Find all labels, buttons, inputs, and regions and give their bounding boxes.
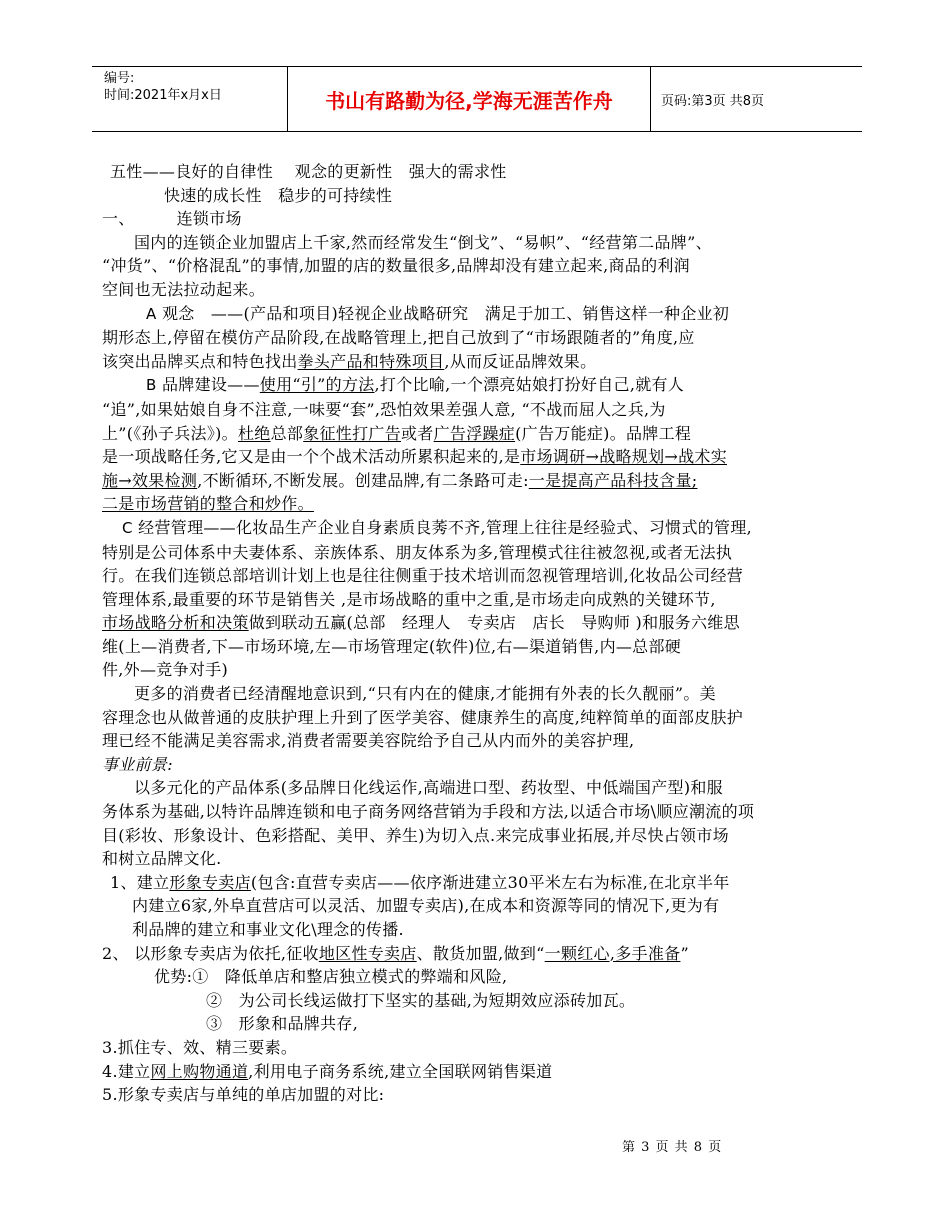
text-line: 行。在我们连锁总部培训计划上也是往往侧重于技术培训而忽视管理培训,化妆品公司经营 [102,566,744,586]
line-text: (广告万能症)。品牌工程 [515,423,692,443]
text-line: “追”,如果姑娘自身不注意,一味要“套”,恐怕效果差强人意, “不战而屈人之兵,为 [102,399,666,419]
line-text: 4.建立 [102,1061,151,1081]
underlined-text: 象征性打广告 [303,423,401,443]
line-text: 2、 以形象专卖店为依托,征收 [102,943,319,963]
list-item: 优势:① 降低单店和整店独立模式的弊端和风险, [154,967,508,987]
section-title: 连锁市场 [176,209,242,229]
text-line [102,516,862,541]
line-text: 该突出品牌买点和特色找出 [102,351,298,371]
text-line: 空间也无法拉动起来。 [102,279,266,299]
underlined-text: 施→效果检测 [102,470,198,490]
line-text: 品牌建设—— [156,375,260,395]
header-motto-cell [288,67,651,131]
text-line: 目(彩妆、形象设计、色彩搭配、美甲、养生)为切入点.来完成事业拓展,并尽快占领市场 [102,825,729,845]
page-footer: 第 3 页 共 8 页 [622,1140,723,1155]
underlined-text: 拳头产品和特殊项目 [297,351,445,371]
underlined-text: 市场战略分析和决策 [102,613,249,633]
text-line: 容理念也从做普通的皮肤护理上升到了医学美容、健康养生的高度,纯粹简单的面部皮肤护 [102,707,744,727]
underlined-text: 二是市场营销的整合和炒作。 [102,494,314,514]
underlined-text: 形象专卖店 [169,872,251,892]
list-item: 5.形象专卖店与单纯的单店加盟的对比: [102,1085,385,1105]
header-motto: 书山有路勤为径,学海无涯苦作舟 [325,88,613,113]
list-item: ② 为公司长线运做打下坚实的基础,为短期效应添砖加瓦。 [206,990,636,1010]
underlined-text: 网上购物通道 [150,1061,249,1081]
text-line [102,611,862,635]
item-label: C [122,518,133,537]
header-meta [92,67,288,131]
section-heading: 事业前景: [102,754,173,774]
text-line [102,469,862,493]
text-line: “冲货”、“价格混乱”的事情,加盟的店的数量很多,品牌却没有建立起来,商品的利润 [102,256,690,276]
list-item [102,1060,862,1084]
underlined-text: 杜绝 [237,423,271,443]
header-page-number: 页码:第3页 共8页 [661,93,765,109]
text-line: 期形态上,停留在模仿产品阶段,在战略管理上,把自己放到了“市场跟随者的”角度,应 [102,328,695,348]
text-line: 利品牌的建立和事业文化\理念的传播. [132,920,404,939]
item-label: A [146,304,157,323]
document-body [102,160,862,1107]
line-text: ,利用电子商务系统,建立全国联网销售渠道 [248,1061,553,1081]
underlined-text: 一颗红心,多手准备 [544,943,681,963]
underlined-text: 一是提高产品科技含量; [528,470,698,490]
underlined-text: 广告浮躁症 [433,423,516,443]
text-line: 务体系为基础,以特许品牌连锁和电子商务网络营销为手段和方法,以适合市场\顺应潮流的项 [102,802,755,822]
list-item: 3.抓住专、效、精三要素。 [102,1037,298,1057]
text-line [102,422,862,446]
line-text: 是一项战略任务,它又是由一个个战术活动所累积起来的,是 [102,447,521,467]
text-line [102,373,862,398]
text-line: 以多元化的产品体系(多品牌日化线运作,高端进口型、药妆型、中低端国产型)和服 [134,778,723,798]
list-item [102,942,862,966]
text-line: 内建立6家,外阜直营店可以灵活、加盟专卖店),在成本和资源等同的情况下,更为有 [132,896,720,916]
text-line: 管理体系,最重要的环节是销售关 ,是市场战略的重中之重,是市场走向成熟的关键环节, [102,589,716,609]
text-line [102,492,862,516]
underlined-text: 地区性专卖店 [318,943,417,963]
text-line [102,350,862,374]
line-text: (包含:直营专卖店——依序渐进建立30平米左右为标准,在北京半年 [250,872,730,892]
line-text: 1、建立 [110,872,170,892]
line-text: 、散货加盟,做到“ [416,943,545,963]
line-text: ,打个比喻,一个漂亮姑娘打扮好自己,就有人 [374,375,685,395]
list-item: ③ 形象和品牌共存, [206,1014,359,1034]
text-line: 五性——良好的自律性 观念的更新性 强大的需求性 [110,162,507,181]
line-text: 或者 [401,423,434,443]
text-line: 更多的消费者已经清醒地意识到,“只有内在的健康,才能拥有外表的长久靓丽”。美 [134,684,716,704]
text-line [102,445,862,469]
text-line: 快速的成长性 稳步的可持续性 [164,185,393,205]
text-line: 件,外—竞争对手) [102,660,229,680]
line-text: 做到联动五赢(总部 经理人 专卖店 店长 导购师 )和服务六维思 [248,613,740,633]
line-text: ,从而反证品牌效果。 [444,351,597,371]
item-label: B [146,376,157,395]
underlined-text: 使用“引”的方法 [259,375,375,395]
section-number: 一、 [102,209,135,229]
line-text: 观念 ——(产品和项目)轻视企业战略研究 满足于加工、销售这样一种企业初 [156,303,730,323]
text-line: 理已经不能满足美容需求,消费者需要美容院给予自己从内而外的美容护理, [102,731,635,751]
section-heading [102,207,862,231]
text-line: 特别是公司体系中夫妻体系、亲族体系、朋友体系为多,管理模式往往被忽视,或者无法执 [102,542,733,562]
line-text: 上”(《孙子兵法》)。 [102,423,238,443]
line-text: 经营管理——化妆品生产企业自身素质良莠不齐,管理上往往是经验式、习惯式的管理, [132,517,753,537]
line-text: ” [680,943,689,963]
line-text: ,不断循环,不断发展。创建品牌,有二条路可走: [197,470,529,490]
text-line: 维(上—消费者,下—市场环境,左—市场管理定(软件)位,右—渠道销售,内—总部硬 [102,636,682,656]
text-line: 国内的连锁企业加盟店上千家,然而经常发生“倒戈”、“易帜”、“经营第二品牌”、 [134,232,712,252]
text-line: 和树立品牌文化. [102,849,222,869]
page-header [92,66,862,132]
document-time-label: 时间:2021年x月x日 [104,88,222,103]
underlined-text: 市场调研→战略规划→战术实 [520,447,727,467]
line-text: 总部 [270,423,304,443]
text-line [102,302,862,327]
document-number-label: 编号: [104,71,135,86]
list-item [102,871,862,895]
